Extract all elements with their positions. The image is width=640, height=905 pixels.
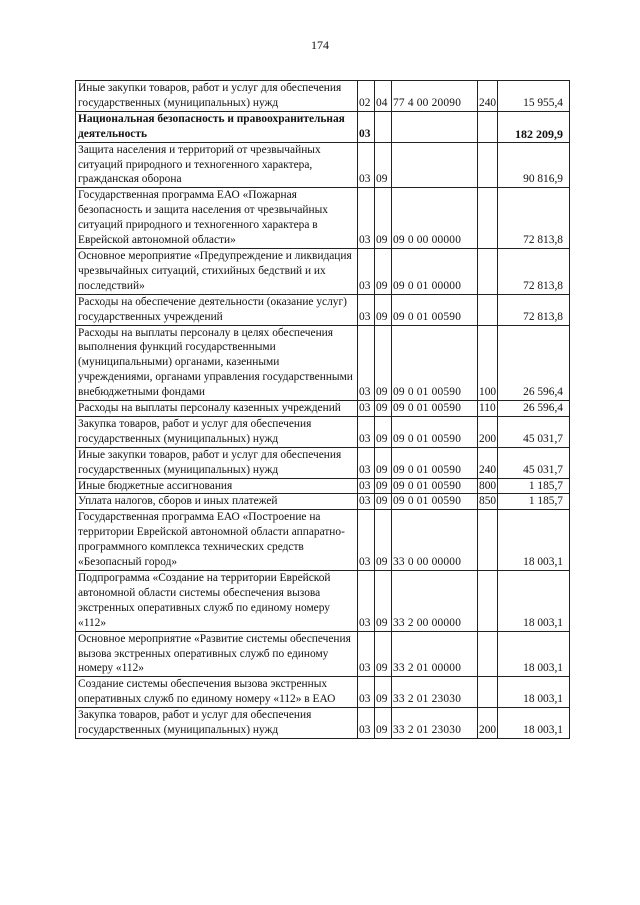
row-name-cell: Иные бюджетные ассигнования xyxy=(76,478,358,494)
target-article-cell: 33 0 00 00000 xyxy=(392,510,478,571)
section-code-cell: 03 xyxy=(358,294,375,325)
subsection-code-cell: 09 xyxy=(375,325,392,401)
target-article-cell: 09 0 00 00000 xyxy=(392,188,478,249)
table-row xyxy=(76,294,570,325)
row-name-cell: Иные закупки товаров, работ и услуг для обеспечения государственных (муниципальных) нужд xyxy=(76,447,358,478)
expense-type-cell xyxy=(478,677,498,708)
amount-cell: 15 955,4 xyxy=(498,81,570,112)
subsection-code-cell: 09 xyxy=(375,510,392,571)
row-name-cell: Основное мероприятие «Развитие системы обеспечения вызова экстренных оперативных служб по единому номеру «112» xyxy=(76,631,358,677)
subsection-code-cell: 09 xyxy=(375,494,392,510)
amount-cell: 18 003,1 xyxy=(498,631,570,677)
table-row xyxy=(76,478,570,494)
row-name-cell: Иные закупки товаров, работ и услуг для обеспечения государственных (муниципальных) нужд xyxy=(76,81,358,112)
subsection-code-cell: 09 xyxy=(375,631,392,677)
amount-cell: 18 003,1 xyxy=(498,708,570,739)
target-article-cell: 09 0 01 00590 xyxy=(392,294,478,325)
subsection-code-cell: 09 xyxy=(375,248,392,294)
section-code-cell: 03 xyxy=(358,677,375,708)
target-article-cell: 09 0 01 00590 xyxy=(392,401,478,417)
amount-cell: 90 816,9 xyxy=(498,142,570,188)
row-name-cell: Подпрограмма «Создание на территории Еврейской автономной области системы обеспечения вызова экстренных оперативных служб по единому номеру «112» xyxy=(76,571,358,632)
expense-type-cell: 240 xyxy=(478,81,498,112)
section-code-cell: 03 xyxy=(358,510,375,571)
expense-type-cell xyxy=(478,510,498,571)
target-article-cell: 33 2 01 23030 xyxy=(392,708,478,739)
section-code-cell: 03 xyxy=(358,478,375,494)
table-row xyxy=(76,248,570,294)
row-name-cell: Национальная безопасность и правоохранительная деятельность xyxy=(76,111,358,142)
section-code-cell: 02 xyxy=(358,81,375,112)
section-code-cell: 03 xyxy=(358,188,375,249)
table-row xyxy=(76,111,570,142)
expense-type-cell: 240 xyxy=(478,447,498,478)
expense-type-cell xyxy=(478,631,498,677)
subsection-code-cell: 04 xyxy=(375,81,392,112)
table-row xyxy=(76,571,570,632)
target-article-cell: 09 0 01 00590 xyxy=(392,478,478,494)
row-name-cell: Расходы на выплаты персоналу в целях обеспечения выполнения функций государственными (муниципальными) органами, казенными учреждениями, органами управления государственными внебюджетными фондами xyxy=(76,325,358,401)
expense-type-cell: 800 xyxy=(478,478,498,494)
section-code-cell: 03 xyxy=(358,416,375,447)
table-row xyxy=(76,416,570,447)
section-code-cell: 03 xyxy=(358,571,375,632)
expense-type-cell xyxy=(478,294,498,325)
section-code-cell: 03 xyxy=(358,708,375,739)
section-code-cell: 03 xyxy=(358,631,375,677)
amount-cell: 45 031,7 xyxy=(498,416,570,447)
row-name-cell: Расходы на обеспечение деятельности (оказание услуг) государственных учреждений xyxy=(76,294,358,325)
amount-cell: 182 209,9 xyxy=(498,111,570,142)
target-article-cell: 09 0 01 00590 xyxy=(392,325,478,401)
subsection-code-cell: 09 xyxy=(375,478,392,494)
subsection-code-cell: 09 xyxy=(375,294,392,325)
expense-type-cell: 100 xyxy=(478,325,498,401)
target-article-cell: 09 0 01 00590 xyxy=(392,416,478,447)
page-number: 174 xyxy=(311,38,329,52)
expense-type-cell xyxy=(478,248,498,294)
expense-type-cell: 200 xyxy=(478,708,498,739)
table-row xyxy=(76,142,570,188)
amount-cell: 1 185,7 xyxy=(498,478,570,494)
table-row xyxy=(76,677,570,708)
expense-type-cell: 110 xyxy=(478,401,498,417)
amount-cell: 72 813,8 xyxy=(498,188,570,249)
target-article-cell: 09 0 01 00590 xyxy=(392,494,478,510)
budget-table xyxy=(75,80,570,739)
table-row xyxy=(76,494,570,510)
section-code-cell: 03 xyxy=(358,494,375,510)
table-row xyxy=(76,188,570,249)
target-article-cell xyxy=(392,142,478,188)
row-name-cell: Государственная программа ЕАО «Пожарная безопасность и защита населения от чрезвычайных ситуаций природного и техногенного характера в Еврейской автономной области» xyxy=(76,188,358,249)
section-code-cell: 03 xyxy=(358,401,375,417)
amount-cell: 18 003,1 xyxy=(498,510,570,571)
subsection-code-cell: 09 xyxy=(375,142,392,188)
amount-cell: 18 003,1 xyxy=(498,677,570,708)
target-article-cell: 09 0 01 00590 xyxy=(392,447,478,478)
expense-type-cell: 200 xyxy=(478,416,498,447)
subsection-code-cell: 09 xyxy=(375,401,392,417)
amount-cell: 1 185,7 xyxy=(498,494,570,510)
section-code-cell: 03 xyxy=(358,248,375,294)
table-row xyxy=(76,708,570,739)
row-name-cell: Государственная программа ЕАО «Построение на территории Еврейской автономной области аппаратно-программного комплекса технических средств «Безопасный город» xyxy=(76,510,358,571)
amount-cell: 26 596,4 xyxy=(498,401,570,417)
amount-cell: 45 031,7 xyxy=(498,447,570,478)
row-name-cell: Создание системы обеспечения вызова экстренных оперативных служб по единому номеру «112» в ЕАО xyxy=(76,677,358,708)
amount-cell: 18 003,1 xyxy=(498,571,570,632)
row-name-cell: Закупка товаров, работ и услуг для обеспечения государственных (муниципальных) нужд xyxy=(76,708,358,739)
table-row xyxy=(76,81,570,112)
target-article-cell: 09 0 01 00000 xyxy=(392,248,478,294)
row-name-cell: Закупка товаров, работ и услуг для обеспечения государственных (муниципальных) нужд xyxy=(76,416,358,447)
expense-type-cell xyxy=(478,111,498,142)
amount-cell: 26 596,4 xyxy=(498,325,570,401)
table-row xyxy=(76,631,570,677)
target-article-cell xyxy=(392,111,478,142)
subsection-code-cell: 09 xyxy=(375,447,392,478)
table-row xyxy=(76,447,570,478)
table-row xyxy=(76,510,570,571)
table-row xyxy=(76,401,570,417)
subsection-code-cell xyxy=(375,111,392,142)
row-name-cell: Уплата налогов, сборов и иных платежей xyxy=(76,494,358,510)
target-article-cell: 33 2 00 00000 xyxy=(392,571,478,632)
expense-type-cell: 850 xyxy=(478,494,498,510)
row-name-cell: Защита населения и территорий от чрезвычайных ситуаций природного и техногенного характера, гражданская оборона xyxy=(76,142,358,188)
row-name-cell: Основное мероприятие «Предупреждение и ликвидация чрезвычайных ситуаций, стихийных бедствий и их последствий» xyxy=(76,248,358,294)
table-row xyxy=(76,325,570,401)
amount-cell: 72 813,8 xyxy=(498,294,570,325)
expense-type-cell xyxy=(478,571,498,632)
section-code-cell: 03 xyxy=(358,142,375,188)
expense-type-cell xyxy=(478,188,498,249)
subsection-code-cell: 09 xyxy=(375,416,392,447)
row-name-cell: Расходы на выплаты персоналу казенных учреждений xyxy=(76,401,358,417)
section-code-cell: 03 xyxy=(358,111,375,142)
section-code-cell: 03 xyxy=(358,447,375,478)
expense-type-cell xyxy=(478,142,498,188)
subsection-code-cell: 09 xyxy=(375,677,392,708)
subsection-code-cell: 09 xyxy=(375,571,392,632)
subsection-code-cell: 09 xyxy=(375,188,392,249)
target-article-cell: 77 4 00 20090 xyxy=(392,81,478,112)
target-article-cell: 33 2 01 00000 xyxy=(392,631,478,677)
subsection-code-cell: 09 xyxy=(375,708,392,739)
section-code-cell: 03 xyxy=(358,325,375,401)
amount-cell: 72 813,8 xyxy=(498,248,570,294)
target-article-cell: 33 2 01 23030 xyxy=(392,677,478,708)
